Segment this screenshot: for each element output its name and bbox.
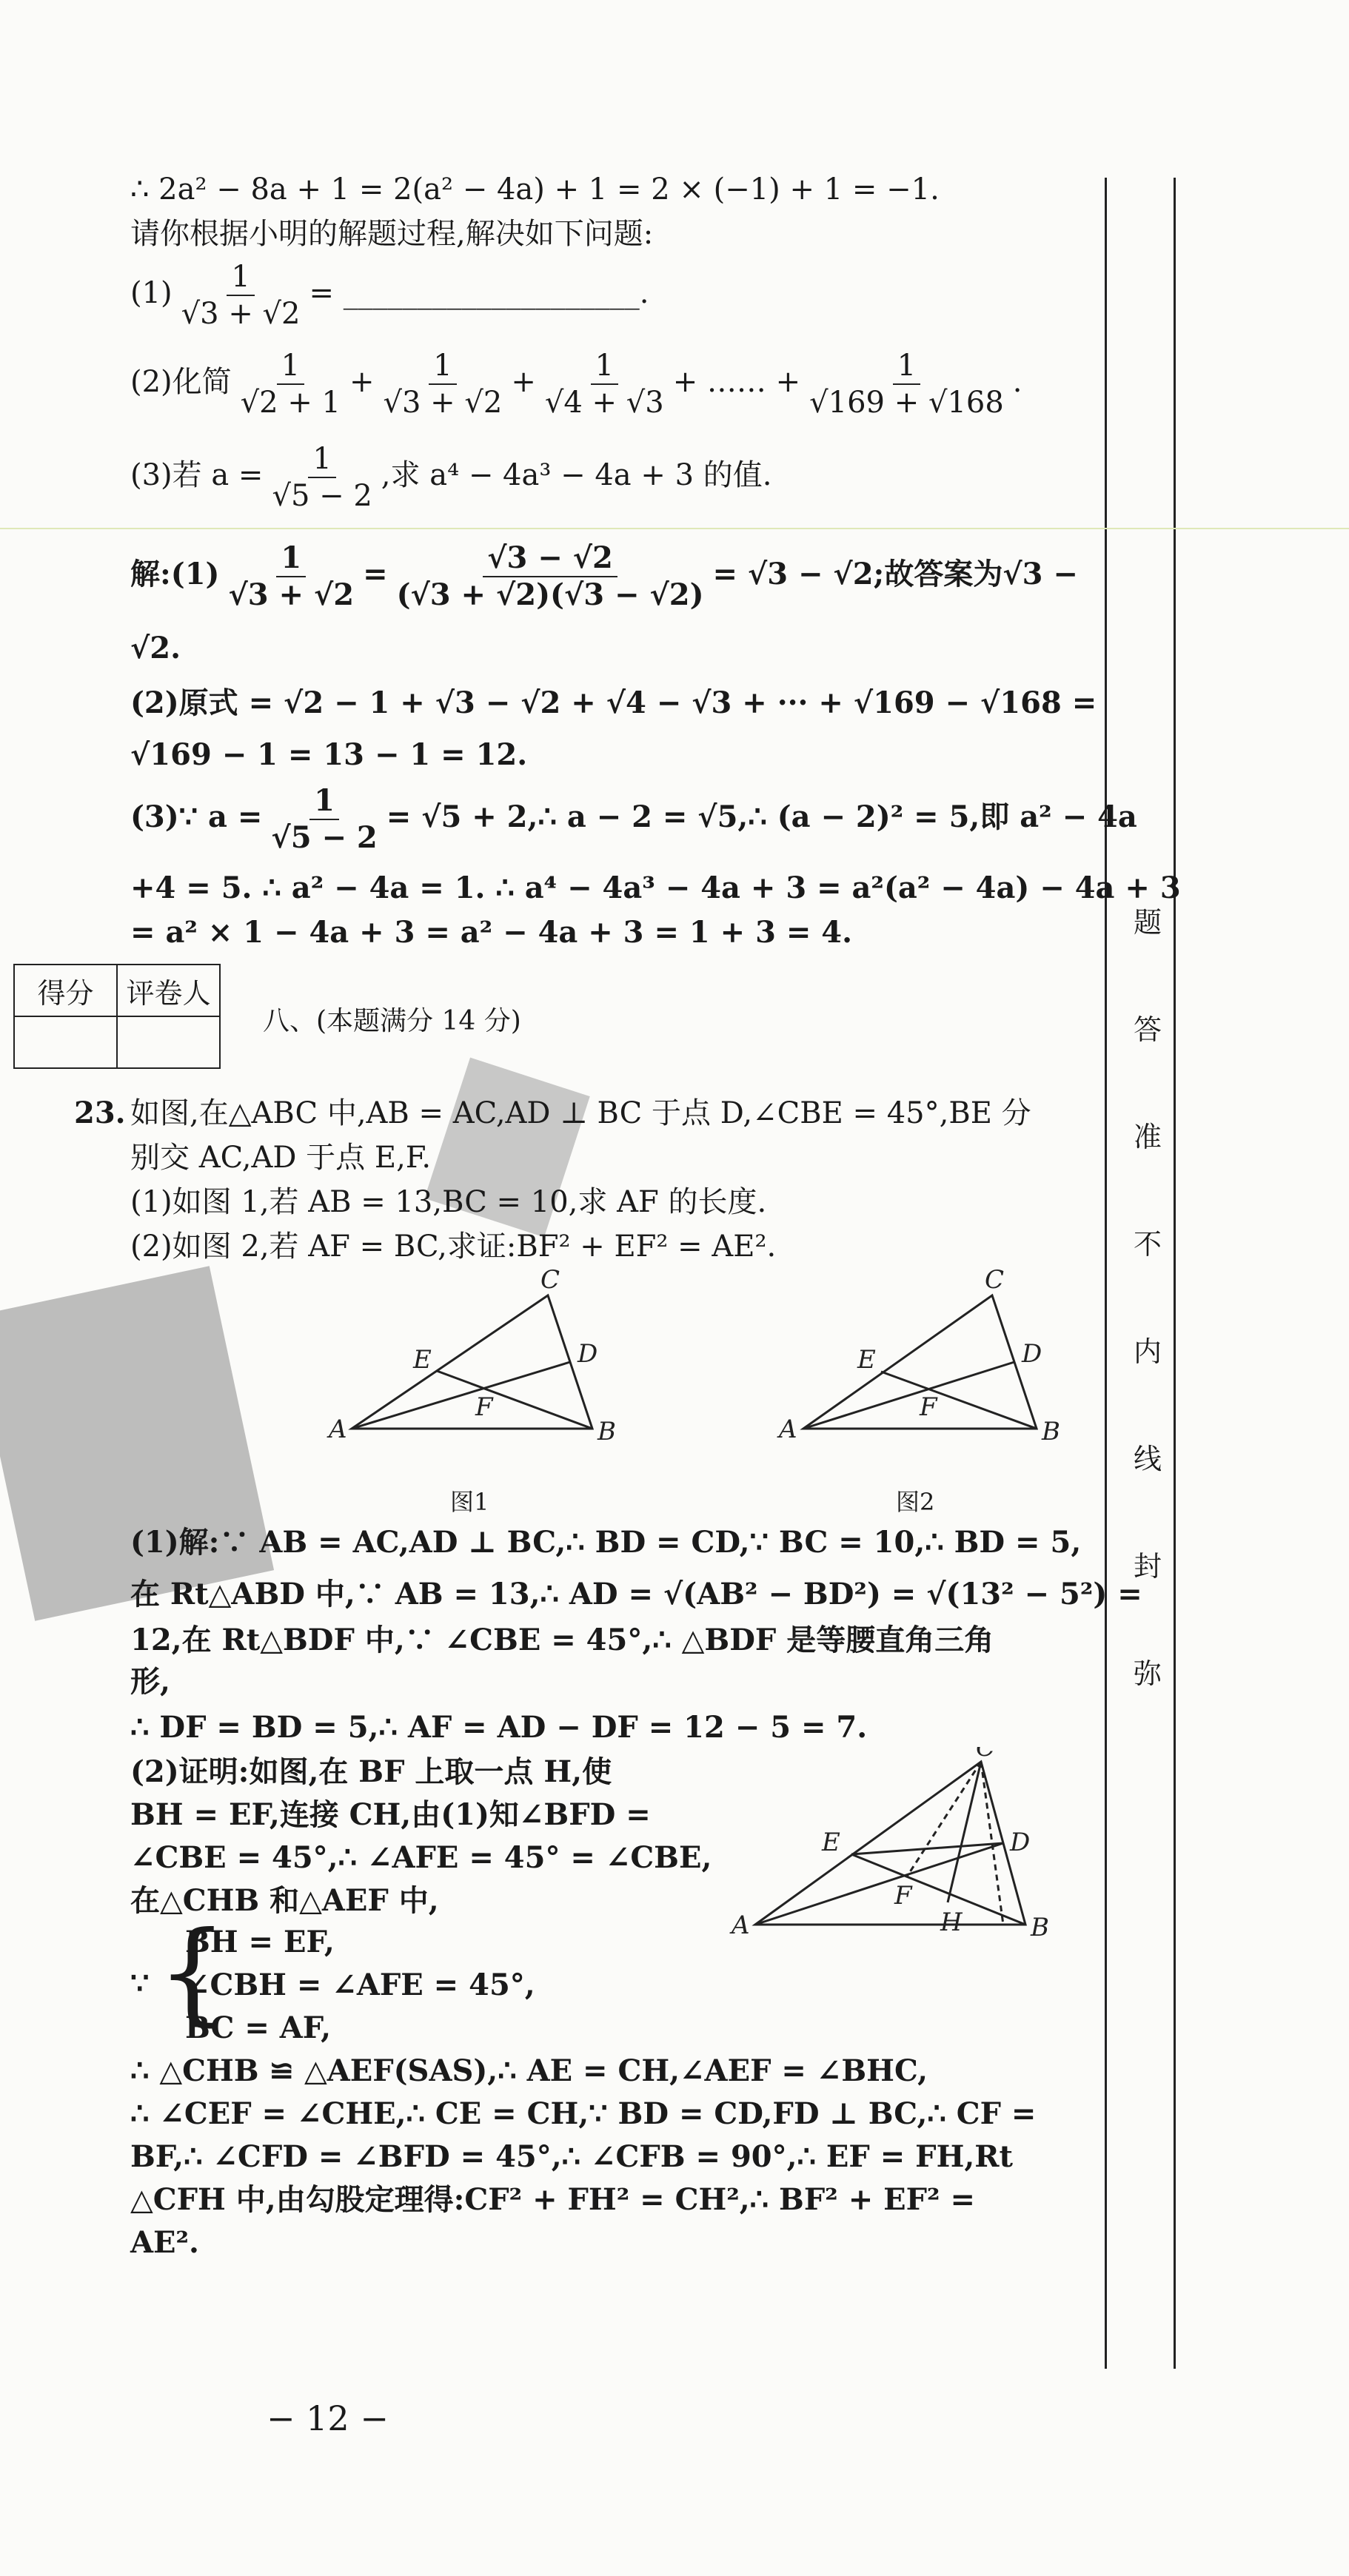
- solution23-b2: BH = EF,连接 CH,由(1)知∠BFD =: [130, 1797, 651, 1832]
- fig3-line-ad: [755, 1843, 1003, 1925]
- fig2-label-d: D: [1022, 1339, 1042, 1369]
- solution23-c1: ∴ △CHB ≌ △AEF(SAS),∴ AE = CH,∠AEF = ∠BHC,: [130, 2053, 928, 2088]
- q2-frac-2: [379, 348, 507, 420]
- figure-1: [318, 1266, 629, 1458]
- s1-tail: = √3 − √2;故答案为√3 −: [712, 557, 1078, 591]
- s1-n1: 1: [276, 540, 306, 577]
- system-line-1: BH = EF,: [185, 1925, 335, 1959]
- q3-suffix: ,求 a⁴ − 4a³ − 4a + 3 的值.: [381, 458, 772, 492]
- solution23-a5: ∴ DF = BD = 5,∴ AF = AD − DF = 12 − 5 = 7.: [130, 1710, 868, 1745]
- page-number: − 12 −: [267, 2398, 389, 2438]
- solution22-line-5: [130, 783, 1137, 856]
- fig1-label-a: A: [329, 1415, 347, 1444]
- top-line-2: 请你根据小明的解题过程,解决如下问题:: [130, 217, 654, 251]
- faint-fold-line: [0, 528, 1349, 529]
- q2-t2-num: 1: [429, 348, 456, 385]
- fig1-label-c: C: [540, 1266, 560, 1295]
- s3-tail: = √5 + 2,∴ a − 2 = √5,∴ (a − 2)² = 5,即 a² − 4a: [386, 799, 1137, 834]
- fig3-label-a: A: [732, 1911, 750, 1940]
- solution23-a1: (1)解:∵ AB = AC,AD ⊥ BC,∴ BD = CD,∵ BC = 10,∴ BD = 5,: [130, 1525, 1082, 1560]
- side-char-5: 内: [1133, 1335, 1162, 1368]
- solution23-b3: ∠CBE = 45°,∴ ∠AFE = 45° = ∠CBE,: [130, 1840, 712, 1875]
- q2-t3-num: 1: [591, 348, 618, 385]
- solution22-line-6: +4 = 5. ∴ a² − 4a = 1. ∴ a⁴ − 4a³ − 4a + 3 = a²(a² − 4a) − 4a + 3: [130, 871, 1181, 905]
- question-1: [130, 259, 649, 332]
- figure-3: [726, 1747, 1066, 1954]
- solution22-line-4: √169 − 1 = 13 − 1 = 12.: [130, 737, 528, 772]
- q1-fraction: [177, 259, 305, 332]
- q23-number: 23.: [74, 1096, 126, 1130]
- fig3-line-cf: [907, 1762, 981, 1876]
- margin-line-inner: [1174, 178, 1176, 2369]
- q2-t1-num: 1: [277, 348, 304, 385]
- solution22-line-3: (2)原式 = √2 − 1 + √3 − √2 + √4 − √3 + ··· + √169 − √168 =: [130, 685, 1097, 720]
- solution23-c5: AE².: [130, 2225, 199, 2260]
- q2-t3-den: √4 + √3: [544, 386, 664, 420]
- solution23-b1: (2)证明:如图,在 BF 上取一点 H,使: [130, 1754, 612, 1789]
- solution22-line-7: = a² × 1 − 4a + 3 = a² − 4a + 3 = 1 + 3 = 4.: [130, 915, 853, 950]
- fig2-label-b: B: [1042, 1417, 1060, 1446]
- q23-line-2: 别交 AC,AD 于点 E,F.: [130, 1141, 432, 1175]
- s1-eq: =: [363, 557, 388, 591]
- section-eight-title: 八、(本题满分 14 分): [263, 1006, 521, 1036]
- fig1-label-d: D: [578, 1339, 598, 1369]
- q1-prefix: (1): [130, 276, 173, 310]
- q3-fraction: [267, 441, 376, 514]
- fig2-line-ad: [803, 1362, 1014, 1429]
- q3-num: 1: [308, 441, 335, 478]
- s1-prefix: 解:(1): [130, 557, 220, 591]
- solution23-c3: BF,∴ ∠CFD = ∠BFD = 45°,∴ ∠CFB = 90°,∴ EF = FH,Rt: [130, 2139, 1014, 2174]
- q2-frac-4: [805, 348, 1008, 420]
- because-symbol: ∵: [130, 1966, 150, 2001]
- s3-den: √5 − 2: [271, 820, 378, 855]
- q2-t1-den: √2 + 1: [240, 386, 341, 420]
- q1-suffix: = ____________________.: [309, 276, 649, 310]
- fig3-label-d: D: [1010, 1828, 1031, 1857]
- grader-cell[interactable]: [117, 1016, 220, 1068]
- fig1-triangle: [352, 1295, 592, 1429]
- figure-1-caption: 图1: [450, 1488, 489, 1516]
- side-char-6: 线: [1133, 1443, 1162, 1475]
- s1-frac-1: [224, 540, 358, 613]
- q2-frac-1: [236, 348, 345, 420]
- side-char-7: 封: [1133, 1550, 1162, 1583]
- fig1-label-b: B: [597, 1417, 616, 1446]
- q2-frac-3: [540, 348, 669, 420]
- score-table: [13, 964, 221, 1069]
- grader-header: 评卷人: [117, 965, 220, 1016]
- system-brace: {: [157, 1908, 228, 2037]
- fig1-label-e: E: [413, 1345, 432, 1375]
- question-2: (2)化简 $\frac{1}{√2 + 1}$ + $\frac{1}{√3 + √2}$ + $\frac{1}{√4 + √3}$ + …… + $\frac{1}{√169 + √168}$ .: [130, 349, 1022, 420]
- side-char-8: 弥: [1133, 1657, 1162, 1690]
- q23-line-4: (2)如图 2,若 AF = BC,求证:BF² + EF² = AE².: [130, 1230, 777, 1264]
- solution22-line-2: √2.: [130, 631, 181, 665]
- side-char-3: 准: [1133, 1121, 1162, 1153]
- q23-line-3: (1)如图 1,若 AB = 13,BC = 10,求 AF 的长度.: [130, 1185, 767, 1219]
- question-3: [130, 441, 771, 514]
- solution23-a3: 12,在 Rt△BDF 中,∵ ∠CBE = 45°,∴ △BDF 是等腰直角三角: [130, 1623, 994, 1657]
- q2-t4-num: 1: [893, 348, 920, 385]
- side-char-4: 不: [1133, 1228, 1162, 1261]
- q1-den: √3 + √2: [181, 297, 301, 331]
- s3-num: 1: [309, 783, 339, 820]
- q23-line-1: 如图,在△ABC 中,AB = AC,AD ⊥ BC 于点 D,∠CBE = 45°,BE 分: [130, 1096, 1031, 1130]
- fig3-label-h: H: [940, 1908, 963, 1937]
- solution23-a4: 形,: [130, 1664, 170, 1699]
- margin-line-outer: [1105, 178, 1107, 2369]
- q2-prefix: (2)化简: [130, 365, 232, 399]
- fig1-line-ad: [352, 1362, 570, 1429]
- system-line-2: ∠CBH = ∠AFE = 45°,: [185, 1968, 535, 2002]
- q2-t4-den: √169 + √168: [809, 386, 1004, 420]
- s1-d1: √3 + √2: [228, 577, 355, 612]
- fig2-label-f: F: [920, 1392, 937, 1422]
- side-char-1: 题: [1133, 906, 1162, 939]
- s3-fraction: [267, 783, 381, 856]
- stamp-mark: [0, 1266, 274, 1620]
- fig2-label-e: E: [857, 1345, 876, 1375]
- q1-num: 1: [227, 259, 254, 296]
- q3-prefix: (3)若 a =: [130, 458, 264, 492]
- solution23-c2: ∴ ∠CEF = ∠CHE,∴ CE = CH,∵ BD = CD,FD ⊥ BC,∴ CF =: [130, 2096, 1037, 2131]
- side-char-2: 答: [1133, 1013, 1162, 1046]
- system-line-3: BC = AF,: [185, 2010, 332, 2045]
- figure-2-caption: 图2: [896, 1488, 935, 1516]
- solution23-c4: △CFH 中,由勾股定理得:CF² + FH² = CH²,∴ BF² + EF² =: [130, 2182, 975, 2217]
- fig3-label-c: C: [976, 1747, 996, 1762]
- fig3-label-f: F: [894, 1881, 912, 1911]
- top-line-1: ∴ 2a² − 8a + 1 = 2(a² − 4a) + 1 = 2 × (−1) + 1 = −1.: [130, 172, 940, 207]
- q2-end: .: [1012, 365, 1022, 399]
- fig2-label-a: A: [779, 1415, 797, 1444]
- fig2-label-c: C: [985, 1266, 1005, 1295]
- s1-frac-2: [392, 540, 709, 613]
- score-cell[interactable]: [14, 1016, 117, 1068]
- q2-t2-den: √3 + √2: [383, 386, 503, 420]
- s3-prefix: (3)∵ a =: [130, 799, 263, 834]
- fig1-label-f: F: [475, 1392, 493, 1422]
- q2-dots: + …… +: [672, 365, 801, 399]
- q3-den: √5 − 2: [272, 479, 372, 513]
- s1-n2: √3 − √2: [483, 540, 617, 577]
- fig3-label-b: B: [1031, 1913, 1049, 1942]
- fig3-label-e: E: [822, 1828, 840, 1857]
- solution22-line-1: [130, 540, 1078, 613]
- figure-2: [770, 1266, 1081, 1458]
- solution23-a2: 在 Rt△ABD 中,∵ AB = 13,∴ AD = √(AB² − BD²) = √(13² − 5²) =: [130, 1577, 1142, 1611]
- score-header: 得分: [14, 965, 117, 1016]
- s1-d2: (√3 + √2)(√3 − √2): [396, 577, 704, 612]
- solution23-b4: 在△CHB 和△AEF 中,: [130, 1883, 439, 1918]
